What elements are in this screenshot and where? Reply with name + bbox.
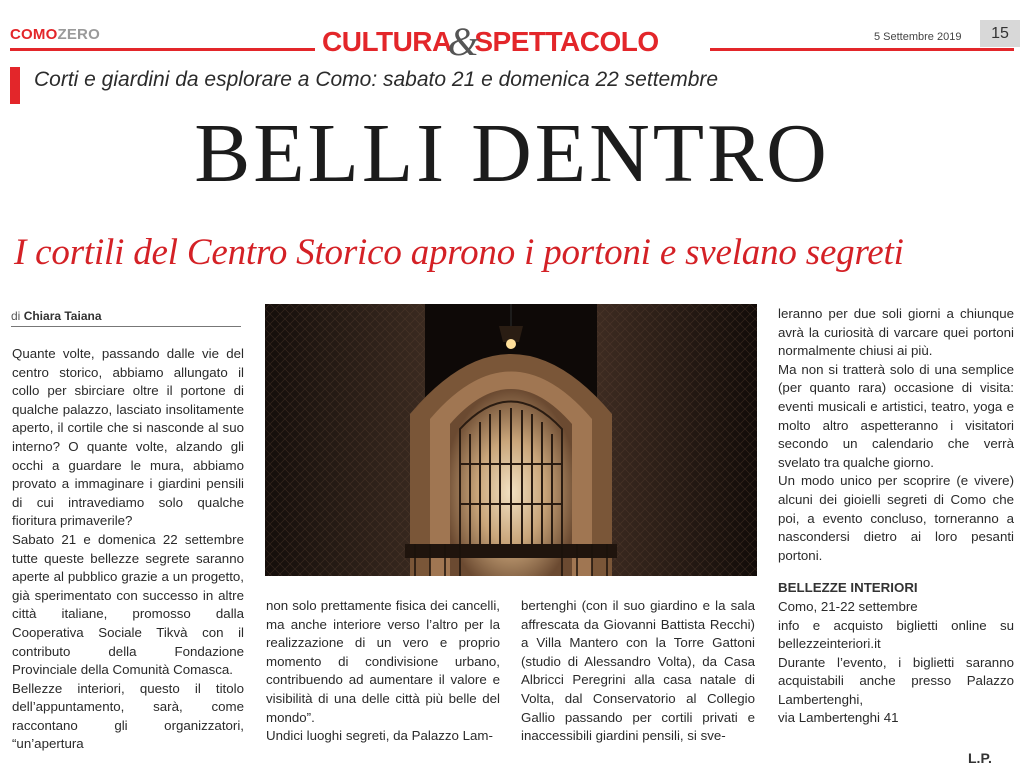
info-box-title: BELLEZZE INTERIORI [778, 580, 918, 596]
subheadline: I cortili del Centro Storico aprono i portoni e svelano segreti [14, 232, 904, 273]
paragraph: Sabato 21 e domenica 22 settembre tutte queste bellezze segrete saranno aperte al pubblico grazie a un progetto, già sperimentato con successo in altre città italiane, promosso dalla Cooperativa Sociale Tikvà con il contributo della Fondazione Provinciale della Comunità Comasca. [12, 531, 244, 678]
paragraph: Bellezze interiori, questo il titolo dell’appuntamento, sarà, come raccontano gli organizzatori, “un’apertura [12, 680, 244, 752]
section-part1: CULTURA [322, 26, 452, 57]
info-line: Durante l’evento, i biglietti saranno acquistabili anche presso Palazzo Lambertenghi, [778, 654, 1014, 707]
paragraph: Undici luoghi segreti, da Palazzo Lam- [266, 728, 493, 744]
section-title [322, 14, 659, 64]
paragraph: bertenghi (con il suo giardino e la sala affrescata da Giovanni Battista Recchi) a Villa Mantero con la Torre Gattoni (studio di Alessandro Volta), da Casa Albricci Peregrini alla casa natale di Volta, dal Conservatorio al Collegio Gallio passando per cortili privati e inaccessibili giardini pensili, si sve- [521, 598, 755, 744]
brand-part1: COMO [10, 26, 58, 43]
kicker-accent-bar [10, 67, 20, 104]
section-ampersand: & [447, 19, 479, 64]
byline-prefix: di [11, 309, 21, 323]
issue-date: 5 Settembre 2019 [874, 31, 962, 43]
paragraph: Un modo unico per scoprire (e vivere) alcuni dei gioielli segreti di Como che poi, a evento concluso, torneranno a nascondersi dietro ai loro pesanti portoni. [778, 473, 1014, 563]
section-part2: SPETTACOLO [474, 26, 659, 57]
info-line: Como, 21-22 settembre [778, 598, 918, 614]
header-rule-left [10, 48, 315, 51]
header-rule-right [710, 48, 1014, 51]
author-signature: L.P. [968, 750, 992, 766]
kicker: Corti e giardini da esplorare a Como: sabato 21 e domenica 22 settembre [34, 68, 719, 91]
paragraph: leranno per due soli giorni a chiunque avrà la curiosità di varcare quei portoni normalmente chiusi ai più. [778, 306, 1014, 359]
article-column-1 [12, 345, 244, 754]
paragraph: Quante volte, passando dalle vie del centro storico, abbiamo allungato il collo per sbirciare oltre il portone di qualche palazzo, lasciato insolitamente aperto, il cortile che si nasconde al suo interno? O quante volte, alzando gli occhi a guardare le mura, abbiamo provato a immaginare i giardini pensili di cui intravediamo solo qualche fioritura primaverile? [12, 346, 244, 529]
article-column-2 [266, 597, 500, 746]
author-name: Chiara Taiana [23, 309, 102, 323]
info-line: via Lambertenghi 41 [778, 710, 899, 726]
brand-part2: ZERO [57, 26, 100, 43]
article-column-4 [778, 305, 1014, 728]
article-column-3 [521, 597, 755, 746]
page-number: 15 [980, 20, 1020, 47]
info-line: info e acquisto biglietti online su bellezzeinteriori.it [778, 617, 1014, 652]
byline [11, 309, 241, 327]
paragraph: Ma non si tratterà solo di una semplice (per quanto rara) occasione di visita: eventi musicali e artistici, teatro, yoga e molto altro aspetteranno i visitatori secondo un calendario che verrà svelato tra qualche giorno. [778, 361, 1014, 470]
brand-logo [10, 26, 100, 43]
paragraph: non solo prettamente fisica dei cancelli, ma anche interiore verso l’altro per la realizzazione di un vero e proprio momento di condivisione urbano, contribuendo ad aumentare il valore e visibilità di una delle città più belle del mondo”. [266, 598, 500, 725]
article-photo [265, 304, 757, 576]
headline: BELLI DENTRO [194, 107, 830, 200]
